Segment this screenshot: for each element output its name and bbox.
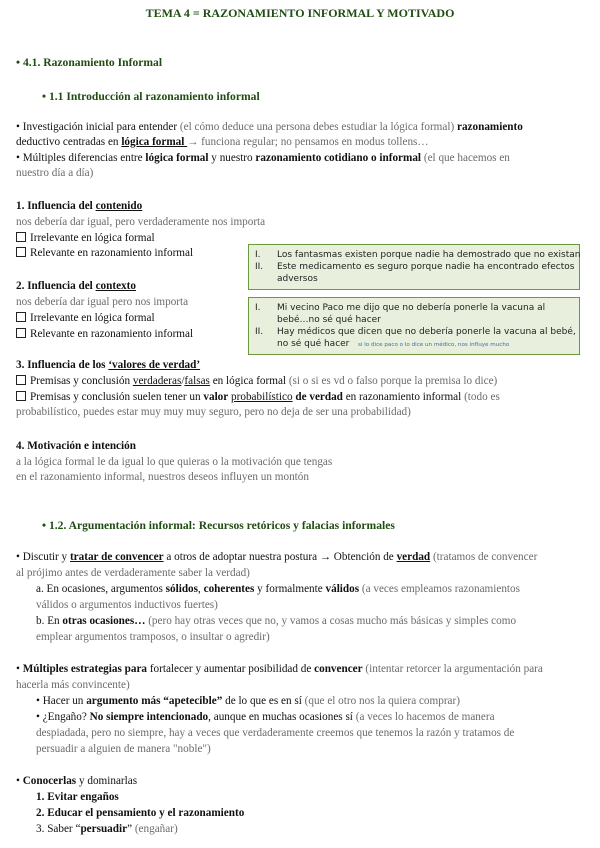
point-1-check-1 (16, 231, 155, 246)
mult-sub-2 (36, 710, 495, 725)
con-item-3 (36, 822, 178, 837)
point-2-sub: nos debería dar igual pero nos importa (16, 296, 189, 308)
section-heading-1-1: • 1.1 Introducción al razonamiento informal (42, 90, 260, 103)
note: (que el otro nos la quiera comprar) (304, 695, 460, 707)
keyword: persuadir (80, 823, 128, 835)
point-4-line-2: en el razonamiento informal, nuestros deseos influyen un montón (16, 471, 309, 483)
example-text: Mi vecino Paco me dijo que no debería ponerle la vacuna al (277, 303, 546, 313)
example-text: Los fantasmas existen porque nadie ha demostrado que no existan (277, 250, 581, 260)
example-item-2-cont (249, 338, 579, 351)
text: b. En (36, 615, 63, 627)
example-text: Hay médicos que dicen que no debería ponerle la vacuna al bebé, (277, 327, 576, 337)
keyword: tratar de convencer (69, 551, 164, 563)
text: , aunque en muchas ocasiones sí (208, 711, 356, 723)
example-item-1 (249, 302, 579, 314)
point-3-check-1 (16, 374, 497, 389)
handwritten-note: si lo dice paco o lo dice un médico, nos influye mucho (357, 342, 510, 348)
check-label: en lógica formal (209, 375, 289, 387)
point-1-heading (16, 199, 142, 214)
con-item-1: 1. Evitar engaños (36, 791, 119, 803)
text: y formalmente (254, 583, 326, 595)
intro-text: y nuestro (208, 152, 256, 164)
check-label: Irrelevante en lógica formal (30, 232, 155, 244)
example-text: Este medicamento es seguro porque nadie ha encontrado efectos (277, 262, 575, 272)
checkbox-icon (16, 391, 26, 401)
note: (a veces lo hacemos de manera (355, 711, 495, 723)
arg-item-b-cont: emplear argumentos tramposos, o insultar o agredir) (36, 631, 270, 643)
numeral: II. (255, 262, 264, 272)
example-item-2 (249, 261, 579, 273)
text: y dominarlas (76, 775, 138, 787)
mult-sub-2-cont-1: despiadada, pero no siempre, hay a veces que verdaderamente creemos que tenemos la razón y tratamos de (36, 727, 515, 739)
heading-text: 3. Influencia de los (16, 359, 109, 371)
point-4-heading: 4. Motivación e intención (16, 440, 136, 452)
intro-line-3 (16, 151, 510, 166)
point-3-check-2 (16, 390, 500, 405)
checkbox-icon (16, 328, 26, 338)
intro-text: deductivo centradas en (16, 136, 122, 148)
point-2-check-1 (16, 311, 155, 326)
intro-keyword: razonamiento cotidiano o informal (255, 152, 422, 164)
keyword: de verdad (292, 391, 343, 403)
heading-text: 1. Influencia del (16, 200, 96, 212)
heading-text: 2. Influencia del (16, 280, 96, 292)
keyword: Múltiples estrategias para (22, 663, 148, 675)
text: 3. Saber “ (36, 823, 81, 835)
intro-keyword: razonamiento (454, 121, 523, 133)
intro-note: (el que hacemos en (421, 152, 510, 164)
keyword: sólidos (165, 583, 199, 595)
intro-line-2 (16, 135, 429, 150)
note: (pero hay otras veces que no, y vamos a cosas mucho más básicas y simples como (145, 615, 517, 627)
check-label: Relevante en razonamiento informal (30, 247, 194, 259)
section-heading-4-1: • 4.1. Razonamiento Informal (16, 56, 163, 69)
keyword: convencer (314, 663, 363, 675)
check-label: Irrelevante en lógica formal (30, 312, 155, 324)
point-3-note: probabilístico, puedes estar muy muy muy seguro, pero no deja de ser una probabilidad) (16, 406, 411, 418)
con-item-2: 2. Educar el pensamiento y el razonamiento (36, 807, 245, 819)
note: (si o si es vd o falso porque la premisa lo dice) (288, 375, 498, 387)
check-label: Premisas y conclusión suelen tener un (30, 391, 204, 403)
note: (intentar retorcer la argumentación para (362, 663, 543, 675)
keyword: valor (203, 391, 229, 403)
check-label: en razonamiento informal (342, 391, 465, 403)
text: , (198, 583, 204, 595)
intro-keyword: lógica formal (121, 136, 188, 148)
con-line-1 (16, 774, 137, 789)
mult-sub-1 (36, 694, 460, 709)
example-item-1 (249, 249, 579, 261)
heading-keyword: contexto (95, 280, 136, 292)
intro-keyword: lógica formal (145, 152, 209, 164)
note: (engañar) (132, 823, 178, 835)
point-2-check-2 (16, 327, 193, 342)
point-1-sub: nos debería dar igual, pero verdaderamente nos importa (16, 216, 266, 228)
arg-line-2: al prójimo antes de verdaderamente saber la verdad) (16, 567, 250, 579)
section-heading-1-2: • 1.2. Argumentación informal: Recursos retóricos y falacias informales (42, 519, 395, 532)
heading-keyword: contenido (95, 200, 143, 212)
point-1-check-2 (16, 246, 193, 261)
bullet: • (16, 663, 23, 675)
example-item-1-cont: bebé…no sé qué hacer (277, 315, 381, 325)
bullet: • (16, 775, 23, 787)
keyword: falsas (184, 375, 210, 387)
text: • ¿Engaño? (36, 711, 90, 723)
check-label: Premisas y conclusión (30, 375, 133, 387)
page-title: TEMA 4 = RAZONAMIENTO INFORMAL Y MOTIVADO (145, 6, 455, 20)
text: • Discutir y (16, 551, 70, 563)
keyword: No siempre intencionado (89, 711, 209, 723)
text: • Hacer un (36, 695, 87, 707)
note: (todo es (464, 391, 500, 403)
example-box-2 (248, 297, 580, 355)
keyword: coherentes (203, 583, 255, 595)
numeral: II. (255, 327, 264, 337)
intro-line-4: nuestro día a día) (16, 167, 94, 179)
example-box-1 (248, 244, 580, 290)
keyword: probabilístico (231, 391, 293, 403)
numeral: I. (255, 250, 261, 260)
arg-item-b (36, 614, 516, 629)
keyword: verdaderas (132, 375, 182, 387)
keyword: Conocerlas (22, 775, 77, 787)
arg-line-1 (16, 550, 537, 565)
point-2-heading (16, 279, 136, 294)
example-item-2 (249, 326, 579, 338)
keyword: válidos (325, 583, 360, 595)
text: fortalecer y aumentar posibilidad de (147, 663, 315, 675)
checkbox-icon (16, 312, 26, 322)
intro-text: • Investigación inicial para entender (16, 121, 180, 133)
heading-keyword: ‘valores de verdad’ (108, 359, 201, 371)
keyword: otras ocasiones… (62, 615, 146, 627)
numeral: I. (255, 303, 261, 313)
checkbox-icon (16, 247, 26, 257)
intro-line-1 (16, 120, 523, 135)
intro-note: → funciona regular; no pensamos en modus tollens… (187, 136, 429, 148)
example-item-2-cont: adversos (277, 274, 318, 284)
checkbox-icon (16, 232, 26, 242)
intro-note: (el cómo deduce una persona debes estudiar la lógica formal) (179, 121, 455, 133)
mult-line-1 (16, 662, 543, 677)
example-text: no sé qué hacer (277, 339, 350, 349)
text: de lo que es en sí (222, 695, 305, 707)
checkbox-icon (16, 375, 26, 385)
note: (tratamos de convencer (430, 551, 538, 563)
keyword: argumento más “apetecible” (86, 695, 223, 707)
arg-item-a (36, 582, 520, 597)
slash: / (181, 375, 185, 387)
note: (a veces empleamos razonamientos (359, 583, 520, 595)
check-label: Relevante en razonamiento informal (30, 328, 194, 340)
point-4-line-1: a la lógica formal le da igual lo que quieras o la motivación que tengas (16, 456, 333, 468)
keyword: verdad (396, 551, 431, 563)
mult-line-2: hacerla más convincente) (16, 679, 130, 691)
text: a otros de adoptar nuestra postura → Obtención de (163, 551, 397, 563)
point-3-heading (16, 358, 200, 373)
intro-text: • Múltiples diferencias entre (16, 152, 146, 164)
text: ” (127, 823, 133, 835)
text: a. En ocasiones, argumentos (36, 583, 166, 595)
arg-item-a-cont: válidos o argumentos inductivos fuertes) (36, 599, 218, 611)
mult-sub-2-cont-2: persuadir a alguien de manera "noble") (36, 743, 211, 755)
